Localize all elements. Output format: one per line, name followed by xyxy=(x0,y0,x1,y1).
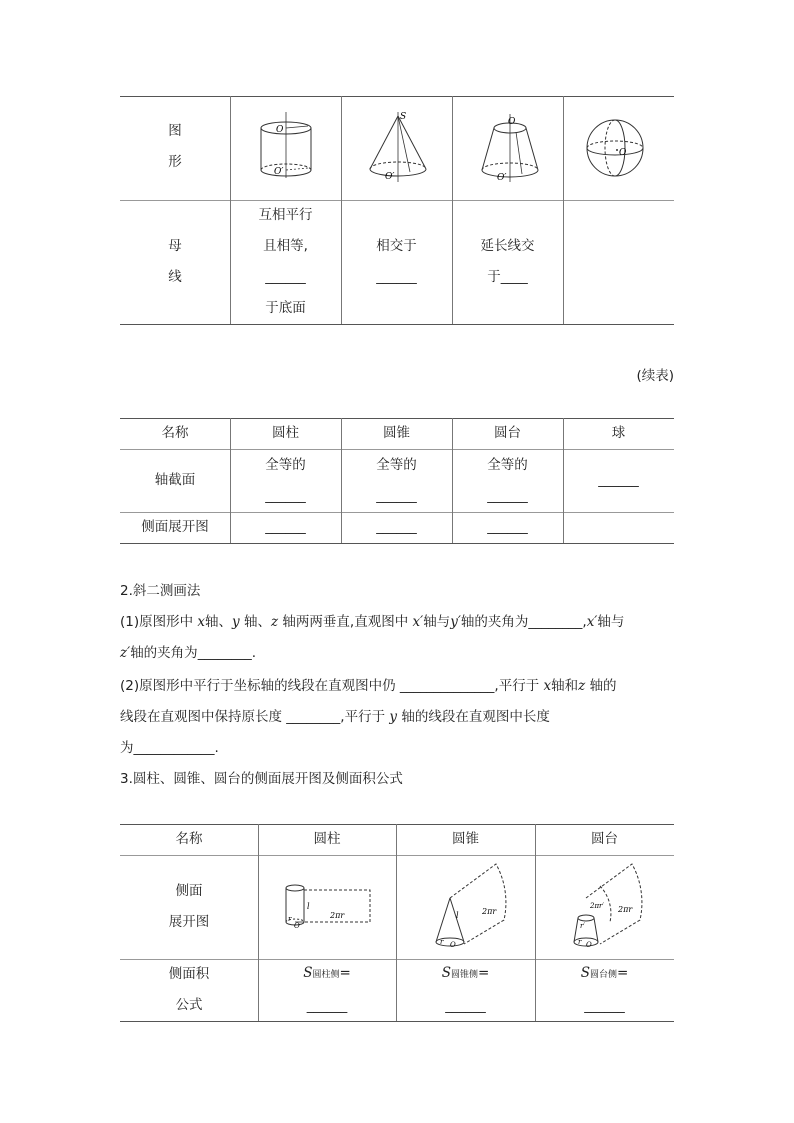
svg-text:O′: O′ xyxy=(274,167,284,177)
svg-text:O′: O′ xyxy=(385,172,395,182)
svg-text:O: O xyxy=(276,125,284,135)
net-cone: ______ xyxy=(376,519,417,535)
header-name: 名称 xyxy=(161,425,189,441)
section-2-item-1-line-2: z′轴的夹角为________. xyxy=(120,645,256,661)
axial-cone: 全等的 ______ xyxy=(376,456,417,504)
formula-frustum: S圆台侧= ______ xyxy=(580,965,629,1014)
generatrix-cone: 相交于 ______ xyxy=(376,238,417,285)
row-label-generatrix: 母 线 xyxy=(168,238,182,285)
t3-row-label-net: 侧面 展开图 xyxy=(168,883,210,930)
header-cylinder: 圆柱 xyxy=(272,425,299,441)
header-cone: 圆锥 xyxy=(383,425,410,441)
svg-text:2πr′: 2πr′ xyxy=(590,902,604,910)
t3-header-frustum: 圆台 xyxy=(591,831,618,847)
axial-frustum: 全等的 ______ xyxy=(487,456,528,504)
section-2-item-1-line-1: (1)原图形中 x轴、y 轴、z 轴两两垂直,直观图中 x′轴与y′轴的夹角为________,x′轴与 xyxy=(120,614,625,630)
frustum-net-icon xyxy=(566,862,662,954)
net-cylinder: ______ xyxy=(265,519,306,535)
svg-text:O′: O′ xyxy=(497,173,507,183)
sphere-figure-icon xyxy=(583,114,653,184)
svg-text:l: l xyxy=(456,911,459,920)
frustum-figure-icon xyxy=(470,110,550,186)
cylinder-figure-icon xyxy=(248,110,326,182)
svg-text:2πr: 2πr xyxy=(330,911,345,920)
t3-header-name: 名称 xyxy=(175,831,203,847)
svg-text:O: O xyxy=(508,117,516,127)
axial-sphere: ______ xyxy=(598,472,639,488)
t3-row-label-area: 侧面积 公式 xyxy=(168,966,210,1013)
row-label-axial-section: 轴截面 xyxy=(154,472,196,488)
generatrix-frustum: 延长线交 于____ xyxy=(480,238,535,285)
formula-cylinder: S圆柱侧= ______ xyxy=(303,965,351,1014)
net-frustum: ______ xyxy=(487,519,528,535)
section-2-item-2-line-2: 线段在直观图中保持原长度 ________,平行于 y 轴的线段在直观图中长度 xyxy=(120,709,550,725)
row-label-lateral-net: 侧面展开图 xyxy=(141,519,209,535)
section-2-item-2-line-3: 为____________. xyxy=(120,740,219,756)
generatrix-cylinder: 互相平行 且相等, ______ 于底面 xyxy=(258,207,313,316)
section-2-title: 2.斜二测画法 xyxy=(120,583,201,599)
svg-text:2πr: 2πr xyxy=(482,907,497,916)
row-label-figure: 图 形 xyxy=(168,123,182,170)
svg-text:r: r xyxy=(288,915,292,923)
formula-cone: S圆锥侧= ______ xyxy=(441,965,490,1014)
section-2-item-2-line-1: (2)原图形中平行于坐标轴的线段在直观图中仍 ______________,平行于 x轴和z 轴的 xyxy=(120,678,617,694)
svg-text:O: O xyxy=(586,941,592,949)
cylinder-net-icon xyxy=(278,880,378,934)
svg-text:O: O xyxy=(294,922,300,930)
svg-text:S: S xyxy=(400,112,407,122)
t3-header-cylinder: 圆柱 xyxy=(313,831,341,847)
cone-net-icon xyxy=(428,862,524,954)
svg-text:r′: r′ xyxy=(580,922,585,930)
cone-figure-icon xyxy=(358,108,438,186)
svg-text:O: O xyxy=(619,148,627,158)
t3-header-cone: 圆锥 xyxy=(452,831,479,847)
svg-text:2πr: 2πr xyxy=(618,905,633,914)
svg-text:l: l xyxy=(307,902,310,911)
header-frustum: 圆台 xyxy=(494,425,521,441)
svg-text:O: O xyxy=(450,941,456,949)
continued-label: (续表) xyxy=(636,368,674,384)
svg-text:r: r xyxy=(578,938,582,946)
section-3-title: 3.圆柱、圆锥、圆台的侧面展开图及侧面积公式 xyxy=(120,771,403,787)
header-sphere: 球 xyxy=(611,425,626,441)
svg-text:r: r xyxy=(440,938,444,946)
axial-cylinder: 全等的 ______ xyxy=(265,456,306,504)
